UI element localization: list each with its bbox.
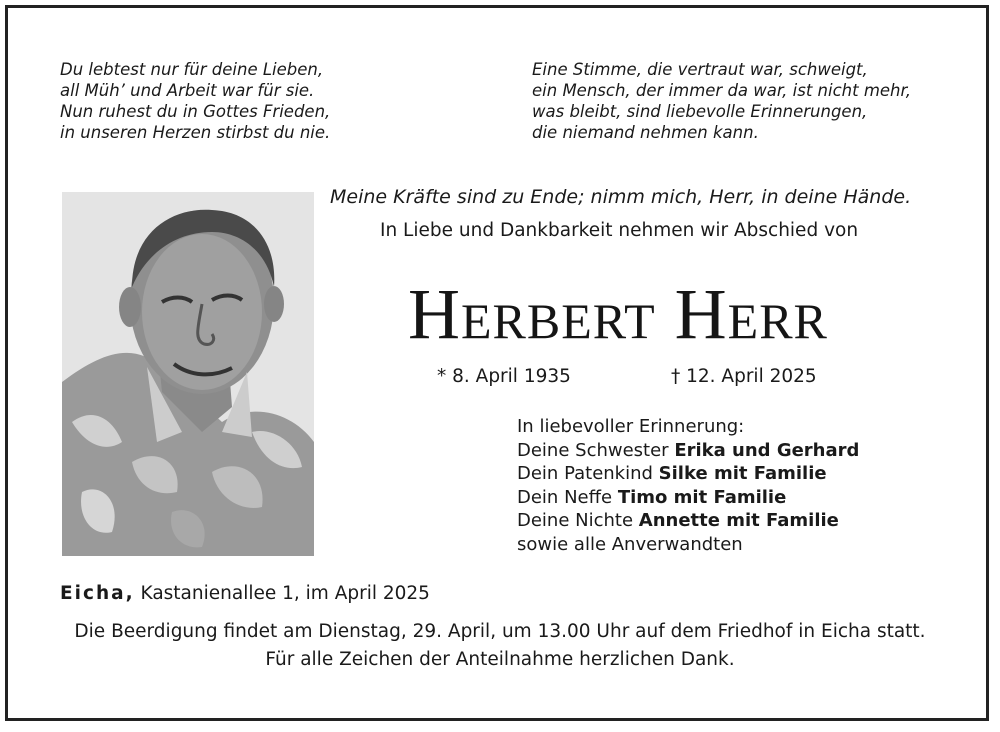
portrait-photo xyxy=(62,192,314,556)
poem-left xyxy=(60,59,330,143)
poem-line: was bleibt, sind liebevolle Erinnerungen, xyxy=(532,102,868,121)
poem-line: Du lebtest nur für deine Lieben, xyxy=(60,60,324,79)
mourner-relation: Dein Patenkind xyxy=(517,463,659,485)
mourner-names: Annette mit Familie xyxy=(638,510,839,532)
poem-line: in unseren Herzen stirbst du nie. xyxy=(60,123,331,142)
deceased-name: Herbert Herr xyxy=(408,274,828,354)
mourner-relation: Deine Nichte xyxy=(517,510,639,532)
mourner-names: Silke mit Familie xyxy=(658,463,827,485)
poem-line: die niemand nehmen kann. xyxy=(532,123,759,142)
mourners-closing: sowie alle Anverwandten xyxy=(517,533,743,555)
mourner-line xyxy=(517,509,859,533)
poem-line: Nun ruhest du in Gottes Frieden, xyxy=(60,102,331,121)
poem-line: all Müh’ und Arbeit war für sie. xyxy=(60,81,315,100)
mourner-names: Timo mit Familie xyxy=(617,486,787,508)
mourners-heading: In liebevoller Erinnerung: xyxy=(517,416,745,437)
mourner-relation: Dein Neffe xyxy=(517,486,618,508)
intro-line: In Liebe und Dankbarkeit nehmen wir Abschied von xyxy=(380,220,859,241)
poem-line: Eine Stimme, die vertraut war, schweigt, xyxy=(532,60,868,79)
mourner-line xyxy=(517,486,859,510)
mourner-line xyxy=(517,462,859,486)
mourner-line xyxy=(517,439,859,463)
poem-line: ein Mensch, der immer da war, ist nicht mehr, xyxy=(532,81,912,100)
address: Kastanienallee 1, im April 2025 xyxy=(134,583,430,604)
birth-date: * 8. April 1935 xyxy=(437,366,571,387)
mourner-names: Erika und Gerhard xyxy=(674,439,860,461)
mourner-relation: Deine Schwester xyxy=(517,439,675,461)
funeral-info: Die Beerdigung findet am Dienstag, 29. April, um 13.00 Uhr auf dem Friedhof in Eicha statt. xyxy=(74,621,926,642)
place-and-date xyxy=(60,583,430,604)
bible-verse: Meine Kräfte sind zu Ende; nimm mich, Herr, in deine Hände. xyxy=(330,186,912,208)
death-date: † 12. April 2025 xyxy=(671,366,817,387)
poem-right xyxy=(532,59,911,143)
thanks-line: Für alle Zeichen der Anteilnahme herzlichen Dank. xyxy=(265,649,735,670)
town-name: Eicha, xyxy=(60,583,135,604)
mourners-list xyxy=(517,415,859,557)
